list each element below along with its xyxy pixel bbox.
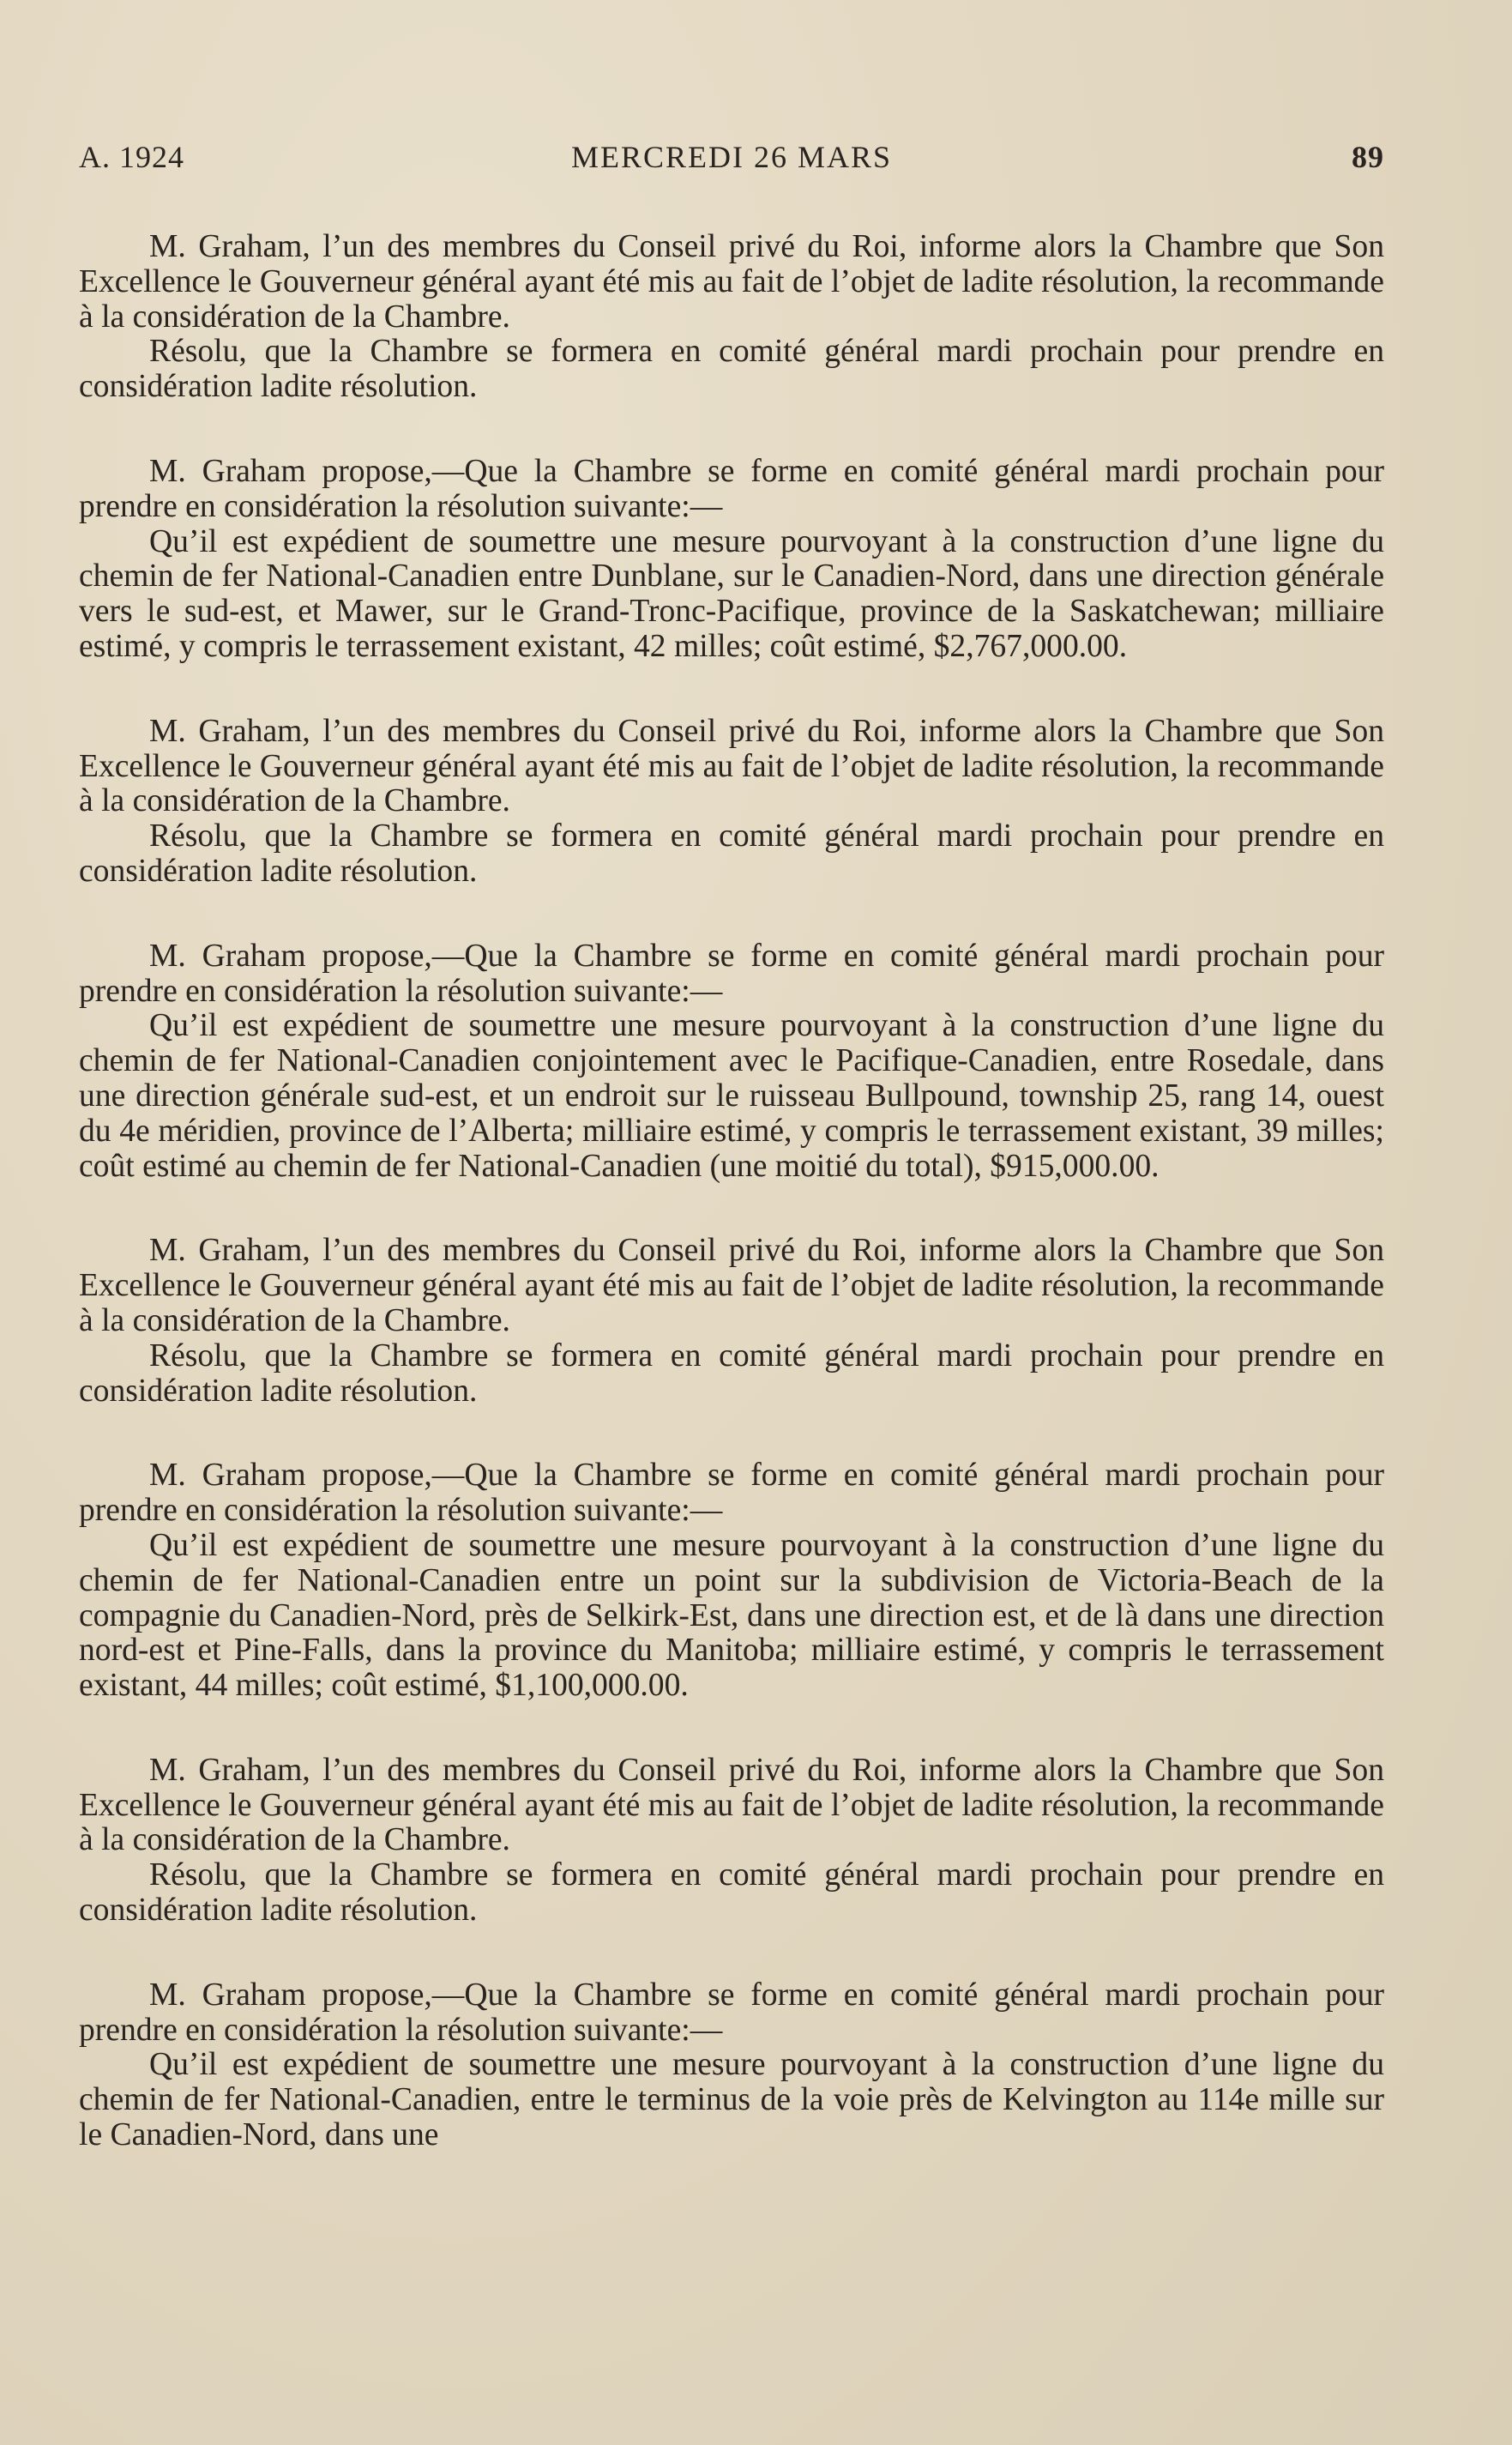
entry-block-6 (79, 1458, 1384, 1704)
entry-block-2 (79, 455, 1384, 665)
paragraph: M. Graham, l’un des membres du Conseil privé du Roi, informe alors la Chambre que Son Excellence le Gouverneur général ayant été mis au fait de l’objet de ladite résolution, la recommande à la considération de la Chambre. (79, 229, 1384, 335)
paragraph: M. Graham, l’un des membres du Conseil privé du Roi, informe alors la Chambre que Son Excellence le Gouverneur général ayant été mis au fait de l’objet de ladite résolution, la recommande à la considération de la Chambre. (79, 1233, 1384, 1338)
paragraph: Résolu, que la Chambre se formera en comité général mardi prochain pour prendre en considération ladite résolution. (79, 1337, 1384, 1409)
entry-block-4 (79, 939, 1384, 1185)
paragraph: M. Graham propose,—Que la Chambre se forme en comité général mardi prochain pour prendre en considération la résolution suivante:— (79, 938, 1384, 1009)
journal-page (79, 129, 1384, 2394)
entry-block-8 (79, 1978, 1384, 2153)
header-date: MERCREDI 26 MARS (570, 140, 893, 174)
entry-block-1 (79, 230, 1384, 405)
page-body (79, 230, 1384, 2153)
paragraph: Résolu, que la Chambre se formera en comité général mardi prochain pour prendre en considération ladite résolution. (79, 818, 1384, 889)
paragraph: M. Graham propose,—Que la Chambre se forme en comité général mardi prochain pour prendre en considération la résolution suivante:— (79, 453, 1384, 524)
paragraph: M. Graham propose,—Que la Chambre se forme en comité général mardi prochain pour prendre en considération la résolution suivante:— (79, 1977, 1384, 2048)
entry-block-3 (79, 715, 1384, 890)
entry-block-7 (79, 1754, 1384, 1929)
paragraph: Qu’il est expédient de soumettre une mesure pourvoyant à la construction d’une ligne du chemin de fer National-Canadien entre Dunblane, sur le Canadien-Nord, dans une direction générale vers le sud-est, et Mawer, sur le Grand-Tronc-Pacifique, province de la Saskatchewan; milliaire estimé, y compris le terrassement existant, 42 milles; coût estimé, $2,767,000.00. (79, 523, 1384, 664)
paragraph: Résolu, que la Chambre se formera en comité général mardi prochain pour prendre en considération ladite résolution. (79, 334, 1384, 405)
page-number: 89 (1352, 140, 1384, 174)
entry-block-5 (79, 1234, 1384, 1409)
paragraph: Qu’il est expédient de soumettre une mesure pourvoyant à la construction d’une ligne du chemin de fer National-Canadien, entre le terminus de la voie près de Kelvington au 114e mille sur le Canadien-Nord, dans une (79, 2047, 1384, 2153)
paragraph: M. Graham, l’un des membres du Conseil privé du Roi, informe alors la Chambre que Son Excellence le Gouverneur général ayant été mis au fait de l’objet de ladite résolution, la recommande à la considération de la Chambre. (79, 1752, 1384, 1858)
paragraph: M. Graham propose,—Que la Chambre se forme en comité général mardi prochain pour prendre en considération la résolution suivante:— (79, 1458, 1384, 1529)
paragraph: M. Graham, l’un des membres du Conseil privé du Roi, informe alors la Chambre que Son Excellence le Gouverneur général ayant été mis au fait de l’objet de ladite résolution, la recommande à la considération de la Chambre. (79, 713, 1384, 819)
running-head (79, 129, 1384, 189)
paragraph: Qu’il est expédient de soumettre une mesure pourvoyant à la construction d’une ligne du chemin de fer National-Canadien entre un point sur la subdivision de Victoria-Beach de la compagnie du Canadien-Nord, près de Selkirk-Est, dans une direction est, et de là dans une direction nord-est et Pine-Falls, dans la province du Manitoba; milliaire estimé, y compris le terrassement existant, 44 milles; coût estimé, $1,100,000.00. (79, 1527, 1384, 1704)
paragraph: Résolu, que la Chambre se formera en comité général mardi prochain pour prendre en considération ladite résolution. (79, 1857, 1384, 1929)
paragraph: Qu’il est expédient de soumettre une mesure pourvoyant à la construction d’une ligne du chemin de fer National-Canadien conjointement avec le Pacifique-Canadien, entre Rosedale, dans une direction générale sud-est, et un endroit sur le ruisseau Bullpound, township 25, rang 14, ouest du 4e méridien, province de l’Alberta; milliaire estimé, y compris le terrassement existant, 39 milles; coût estimé au chemin de fer National-Canadien (une moitié du total), $915,000.00. (79, 1008, 1384, 1184)
header-year: A. 1924 (79, 140, 184, 174)
